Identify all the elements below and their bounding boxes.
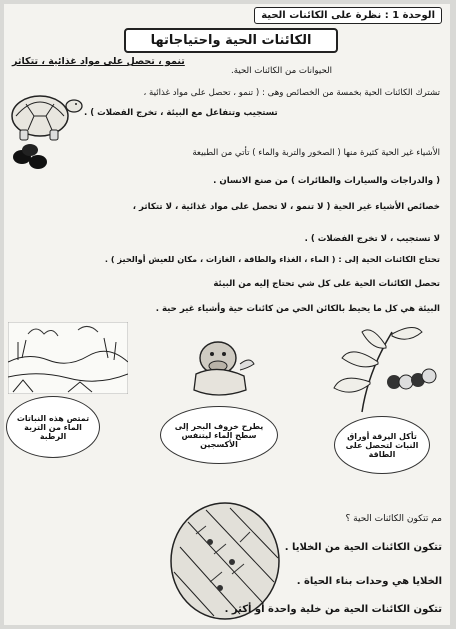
text-line-1b: تنمو ، تحصل على مواد غذائية ، تتكاثر [12,56,185,67]
worksheet-page [4,4,450,625]
text-line-10: البيئة هي كل ما يحيط بالكائن الحي من كائنات حية وأشياء غير حية . [155,304,440,314]
unit-label: الوحدة 1 : نظرة على الكائنات الحية [254,7,442,24]
text-line-1: الحيوانات من الكائنات الحية. [231,66,332,76]
text-line-3: تستجيب وتتفاعل مع البيئة ، تخرج الفضلات ) . [84,108,278,118]
text-line-5: ( والدراجات والسيارات والطائرات ) من صنع الانسان . [213,176,440,186]
answer-3: تتكون الكائنات الحية من خلية واحدة أو أكثر . [224,604,442,615]
bubble-plants: تمتص هذه النباتات الماء من التربة الرطبة [6,396,100,458]
cells-image [170,502,280,620]
text-line-8: تحتاج الكائنات الحية إلى : ( الماء ، الغذاء والطاقة ، الغازات ، مكان للعيش أوالحيز ) . [104,254,440,264]
turtle-illustration [6,82,84,172]
text-line-6: خصائص الأشياء غير الحية ( لا تنمو ، لا تحصل على مواد غذائية ، لا تتكاثر ، [132,202,440,212]
text-line-4: الأشياء غير الحية كثيرة منها ( الصخور والتربة والماء ) تأتي من الطبيعة [192,148,440,158]
question-text: مم تتكون الكائنات الحية ؟ [345,514,442,524]
answer-1: تتكون الكائنات الحية من الخلايا . [284,542,442,553]
answer-2: الخلايا هي وحدات بناء الحياة . [296,576,442,587]
manatee-illustration [184,334,258,400]
text-line-9: تحصل الكائنات الحية على كل شي تحتاج إليه من البيئة [213,279,440,289]
page-title: الكائنات الحية واحتياجاتها [124,28,338,53]
text-line-7: لا تستجيب ، لا تخرج الفضلات ) . [304,234,440,244]
landscape-illustration [8,322,128,394]
text-line-2: تشترك الكائنات الحية بخمسة من الخصائص وهى : ( تنمو ، تحصل على مواد غذائية ، [143,88,440,98]
caterpillar-plant-illustration [322,322,440,414]
bubble-caterpillar: تأكل اليرقة أوراق النبات لتحصل على الطاقة [334,416,430,474]
bubble-manatee: يطرح خروف البحر إلى سطح الماء ليتنفس الأكسجين [160,406,278,464]
